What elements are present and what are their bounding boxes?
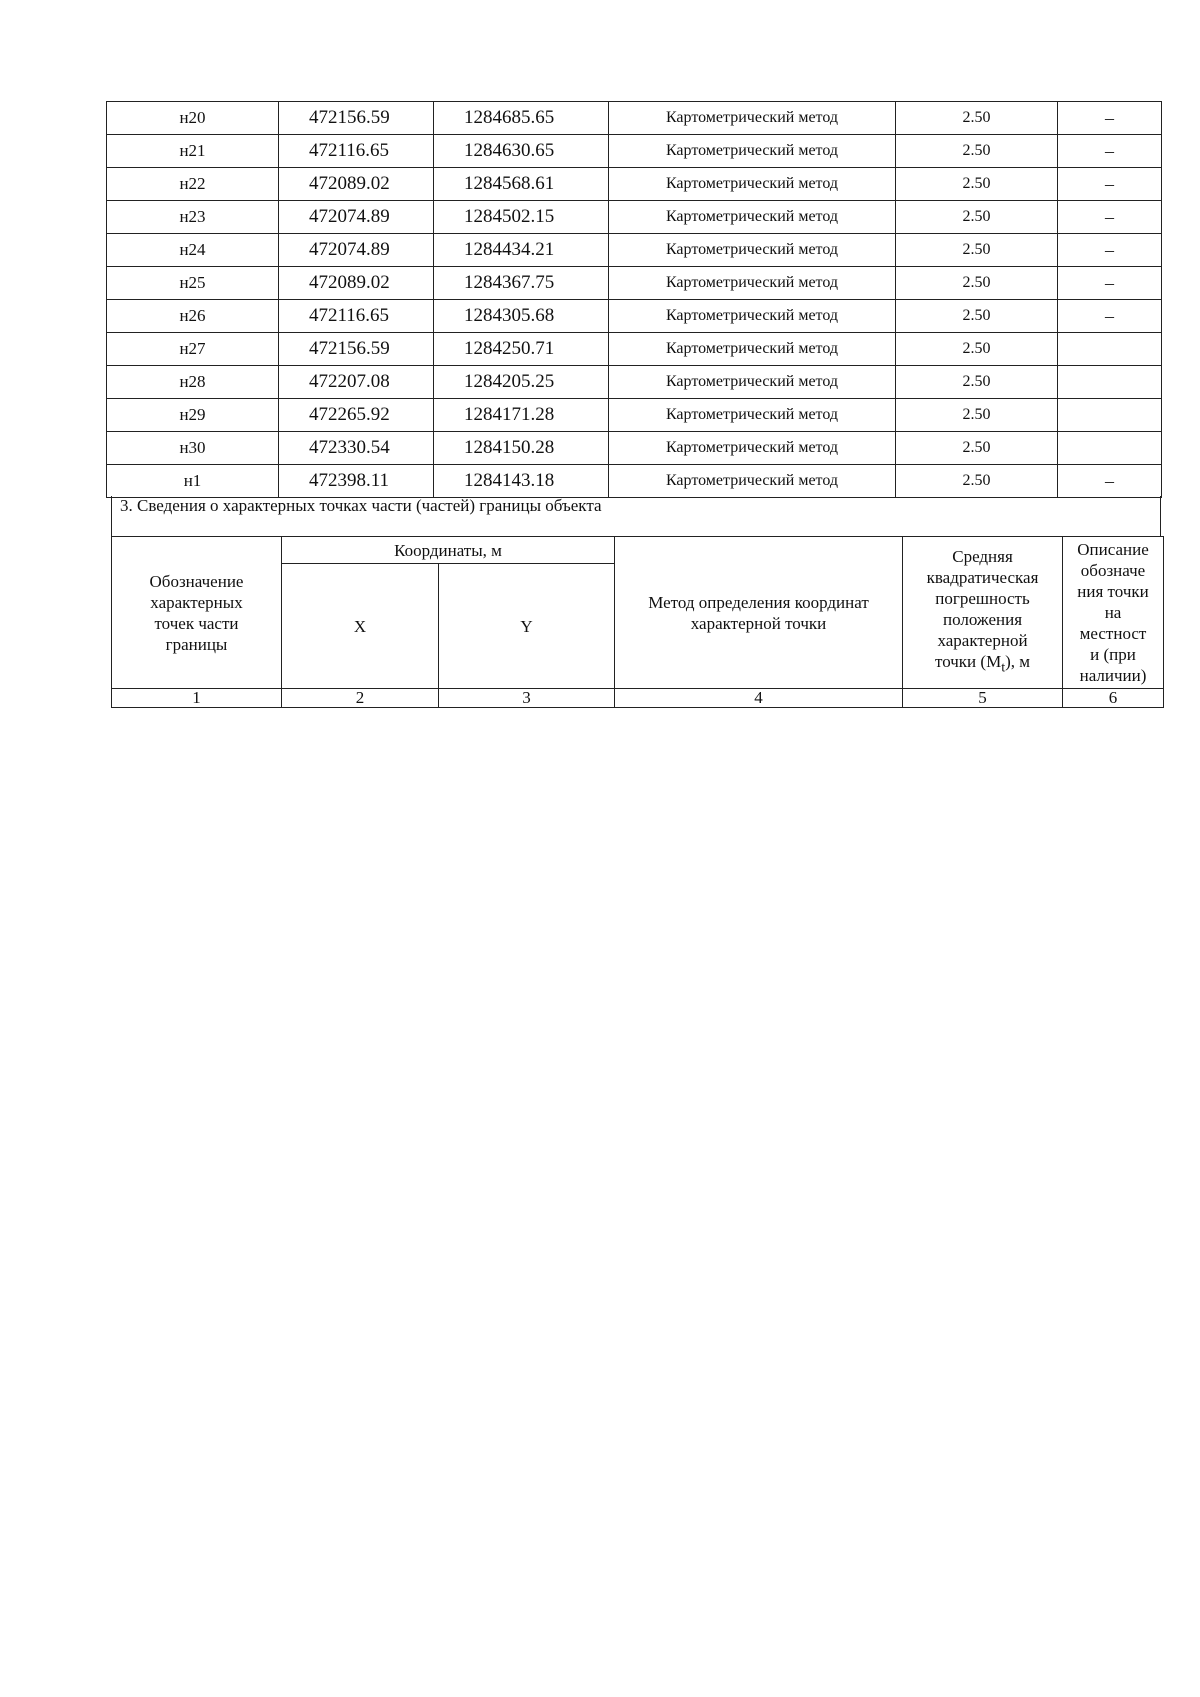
table-row bbox=[107, 201, 1162, 234]
coord-x: 472116.65 bbox=[279, 300, 434, 333]
mean-square-error: 2.50 bbox=[896, 267, 1058, 300]
point-name: н25 bbox=[107, 267, 279, 300]
coord-y: 1284150.28 bbox=[434, 432, 609, 465]
mean-square-error: 2.50 bbox=[896, 465, 1058, 498]
method: Картометрический метод bbox=[609, 234, 896, 267]
column-number: 4 bbox=[615, 689, 903, 708]
column-number: 6 bbox=[1063, 689, 1164, 708]
points-table-body bbox=[107, 102, 1162, 498]
point-description: – bbox=[1058, 300, 1162, 333]
table-row bbox=[107, 168, 1162, 201]
point-name: н27 bbox=[107, 333, 279, 366]
coord-y: 1284434.21 bbox=[434, 234, 609, 267]
point-name: н22 bbox=[107, 168, 279, 201]
header-x: X bbox=[282, 564, 439, 689]
point-name: н28 bbox=[107, 366, 279, 399]
coord-y: 1284630.65 bbox=[434, 135, 609, 168]
table-row bbox=[107, 135, 1162, 168]
table-row bbox=[107, 465, 1162, 498]
method: Картометрический метод bbox=[609, 102, 896, 135]
coord-x: 472398.11 bbox=[279, 465, 434, 498]
method: Картометрический метод bbox=[609, 432, 896, 465]
point-name: н23 bbox=[107, 201, 279, 234]
coord-y: 1284171.28 bbox=[434, 399, 609, 432]
table-row bbox=[107, 366, 1162, 399]
coord-x: 472207.08 bbox=[279, 366, 434, 399]
boundary-points-table bbox=[106, 101, 1162, 498]
point-description: – bbox=[1058, 465, 1162, 498]
point-description: – bbox=[1058, 135, 1162, 168]
coord-y: 1284502.15 bbox=[434, 201, 609, 234]
coord-y: 1284205.25 bbox=[434, 366, 609, 399]
header-description: Описание обозначе ния точки на местност и (при наличии) bbox=[1063, 537, 1164, 689]
mean-square-error: 2.50 bbox=[896, 366, 1058, 399]
point-name: н21 bbox=[107, 135, 279, 168]
section-3-header-table bbox=[111, 536, 1164, 708]
coord-y: 1284250.71 bbox=[434, 333, 609, 366]
table-row bbox=[107, 102, 1162, 135]
coord-x: 472156.59 bbox=[279, 102, 434, 135]
column-number: 5 bbox=[903, 689, 1063, 708]
method: Картометрический метод bbox=[609, 135, 896, 168]
method: Картометрический метод bbox=[609, 333, 896, 366]
point-name: н1 bbox=[107, 465, 279, 498]
mean-square-error: 2.50 bbox=[896, 102, 1058, 135]
coord-y: 1284367.75 bbox=[434, 267, 609, 300]
header-error-main: Средняя квадратическая погрешность положения характерной точки (M bbox=[926, 547, 1039, 672]
coord-y: 1284568.61 bbox=[434, 168, 609, 201]
point-description: – bbox=[1058, 267, 1162, 300]
point-description: – bbox=[1058, 234, 1162, 267]
coord-y: 1284685.65 bbox=[434, 102, 609, 135]
header-designation: Обозначение характерных точек части границы bbox=[112, 537, 282, 689]
coord-y: 1284143.18 bbox=[434, 465, 609, 498]
mean-square-error: 2.50 bbox=[896, 432, 1058, 465]
coord-x: 472089.02 bbox=[279, 168, 434, 201]
point-description bbox=[1058, 366, 1162, 399]
mean-square-error: 2.50 bbox=[896, 300, 1058, 333]
method: Картометрический метод bbox=[609, 366, 896, 399]
method: Картометрический метод bbox=[609, 465, 896, 498]
table-row bbox=[107, 333, 1162, 366]
coord-x: 472089.02 bbox=[279, 267, 434, 300]
point-description bbox=[1058, 333, 1162, 366]
point-description bbox=[1058, 432, 1162, 465]
method: Картометрический метод bbox=[609, 399, 896, 432]
table-row bbox=[107, 300, 1162, 333]
column-number-row bbox=[112, 689, 1164, 708]
table-row bbox=[107, 432, 1162, 465]
table-row bbox=[107, 234, 1162, 267]
point-name: н24 bbox=[107, 234, 279, 267]
section-3-title: 3. Сведения о характерных точках части (частей) границы объекта bbox=[111, 496, 1161, 536]
mean-square-error: 2.50 bbox=[896, 399, 1058, 432]
column-number: 1 bbox=[112, 689, 282, 708]
method: Картометрический метод bbox=[609, 168, 896, 201]
mean-square-error: 2.50 bbox=[896, 135, 1058, 168]
point-name: н26 bbox=[107, 300, 279, 333]
coord-x: 472074.89 bbox=[279, 201, 434, 234]
column-number: 3 bbox=[439, 689, 615, 708]
point-description: – bbox=[1058, 201, 1162, 234]
header-y: Y bbox=[439, 564, 615, 689]
point-name: н20 bbox=[107, 102, 279, 135]
header-method: Метод определения координат характерной точки bbox=[615, 537, 903, 689]
coord-x: 472330.54 bbox=[279, 432, 434, 465]
column-number: 2 bbox=[282, 689, 439, 708]
mean-square-error: 2.50 bbox=[896, 168, 1058, 201]
table-row bbox=[107, 267, 1162, 300]
point-name: н30 bbox=[107, 432, 279, 465]
table-row bbox=[107, 399, 1162, 432]
point-description: – bbox=[1058, 168, 1162, 201]
coord-y: 1284305.68 bbox=[434, 300, 609, 333]
point-name: н29 bbox=[107, 399, 279, 432]
method: Картометрический метод bbox=[609, 201, 896, 234]
mean-square-error: 2.50 bbox=[896, 234, 1058, 267]
coord-x: 472074.89 bbox=[279, 234, 434, 267]
method: Картометрический метод bbox=[609, 267, 896, 300]
coord-x: 472116.65 bbox=[279, 135, 434, 168]
mean-square-error: 2.50 bbox=[896, 201, 1058, 234]
header-mean-square-error bbox=[903, 537, 1063, 689]
coord-x: 472156.59 bbox=[279, 333, 434, 366]
point-description bbox=[1058, 399, 1162, 432]
point-description: – bbox=[1058, 102, 1162, 135]
header-error-subscript: t bbox=[1001, 659, 1006, 676]
coord-x: 472265.92 bbox=[279, 399, 434, 432]
header-coordinates: Координаты, м bbox=[282, 537, 615, 564]
header-error-tail: ), м bbox=[1005, 652, 1031, 672]
method: Картометрический метод bbox=[609, 300, 896, 333]
mean-square-error: 2.50 bbox=[896, 333, 1058, 366]
